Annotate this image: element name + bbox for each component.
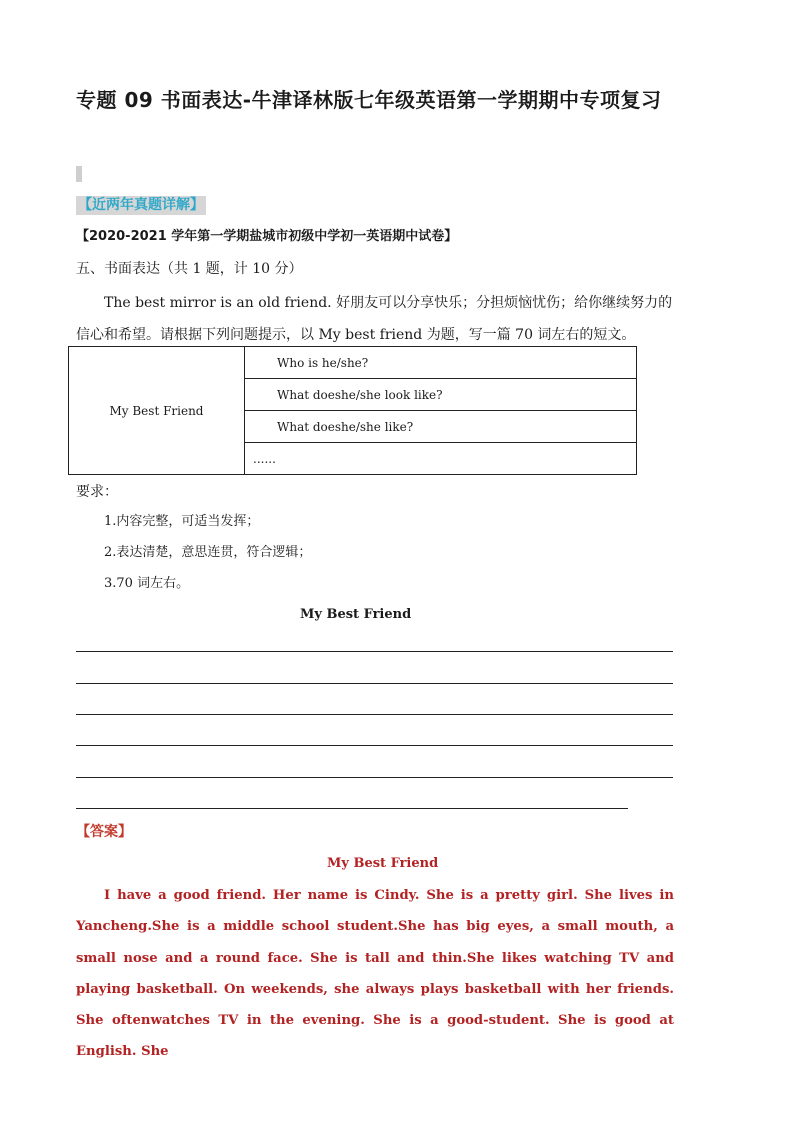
writing-line	[76, 714, 673, 715]
requirement-item: 3.70 词左右。	[104, 576, 190, 591]
table-question: ......	[245, 443, 637, 475]
essay-title: My Best Friend	[300, 607, 412, 622]
prompt-paragraph	[76, 287, 676, 351]
writing-line	[76, 745, 673, 746]
answer-body	[76, 880, 674, 1068]
table-topic: My Best Friend	[69, 347, 245, 475]
requirement-item: 1.内容完整，可适当发挥；	[104, 514, 260, 529]
section-heading: 五、书面表达（共 1 题，计 10 分）	[76, 261, 303, 277]
table-question: Who is he/she?	[245, 347, 637, 379]
requirements-label: 要求：	[76, 484, 118, 500]
answer-text: I have a good friend. Her name is Cindy. She is a pretty girl. She lives in Yancheng.She is a middle school student.She has big eyes, a small mouth, a small nose and a round face. She is tall and thin.She likes watching TV and playing basketball. On weekends, she always plays basketball with her friends. She oftenwatches TV in the evening. She is a good-student. She is good at English. She	[76, 888, 674, 1060]
prompt-table	[68, 346, 637, 475]
table-question: What doeshe/she like?	[245, 411, 637, 443]
answer-label: 【答案】	[76, 824, 132, 840]
prompt-text: The best mirror is an old friend. 好朋友可以分享快乐；分担烦恼忧伤；给你继续努力的信心和希望。请根据下列问题提示，以 My best friend 为题，写一篇 70 词左右的短文。	[76, 295, 673, 343]
writing-line	[76, 808, 628, 809]
exam-source: 【2020-2021 学年第一学期盐城市初级中学初一英语期中试卷】	[76, 229, 458, 244]
writing-line	[76, 683, 673, 684]
grey-marker	[76, 166, 82, 182]
writing-line	[76, 777, 673, 778]
table-question: What doeshe/she look like?	[245, 379, 637, 411]
doc-title: 专题 09 书面表达-牛津译林版七年级英语第一学期期中专项复习	[76, 88, 662, 112]
requirement-item: 2.表达清楚，意思连贯，符合逻辑；	[104, 545, 312, 560]
answer-title: My Best Friend	[327, 856, 439, 871]
writing-line	[76, 651, 673, 652]
highlight-tag: 【近两年真题详解】	[78, 197, 204, 213]
